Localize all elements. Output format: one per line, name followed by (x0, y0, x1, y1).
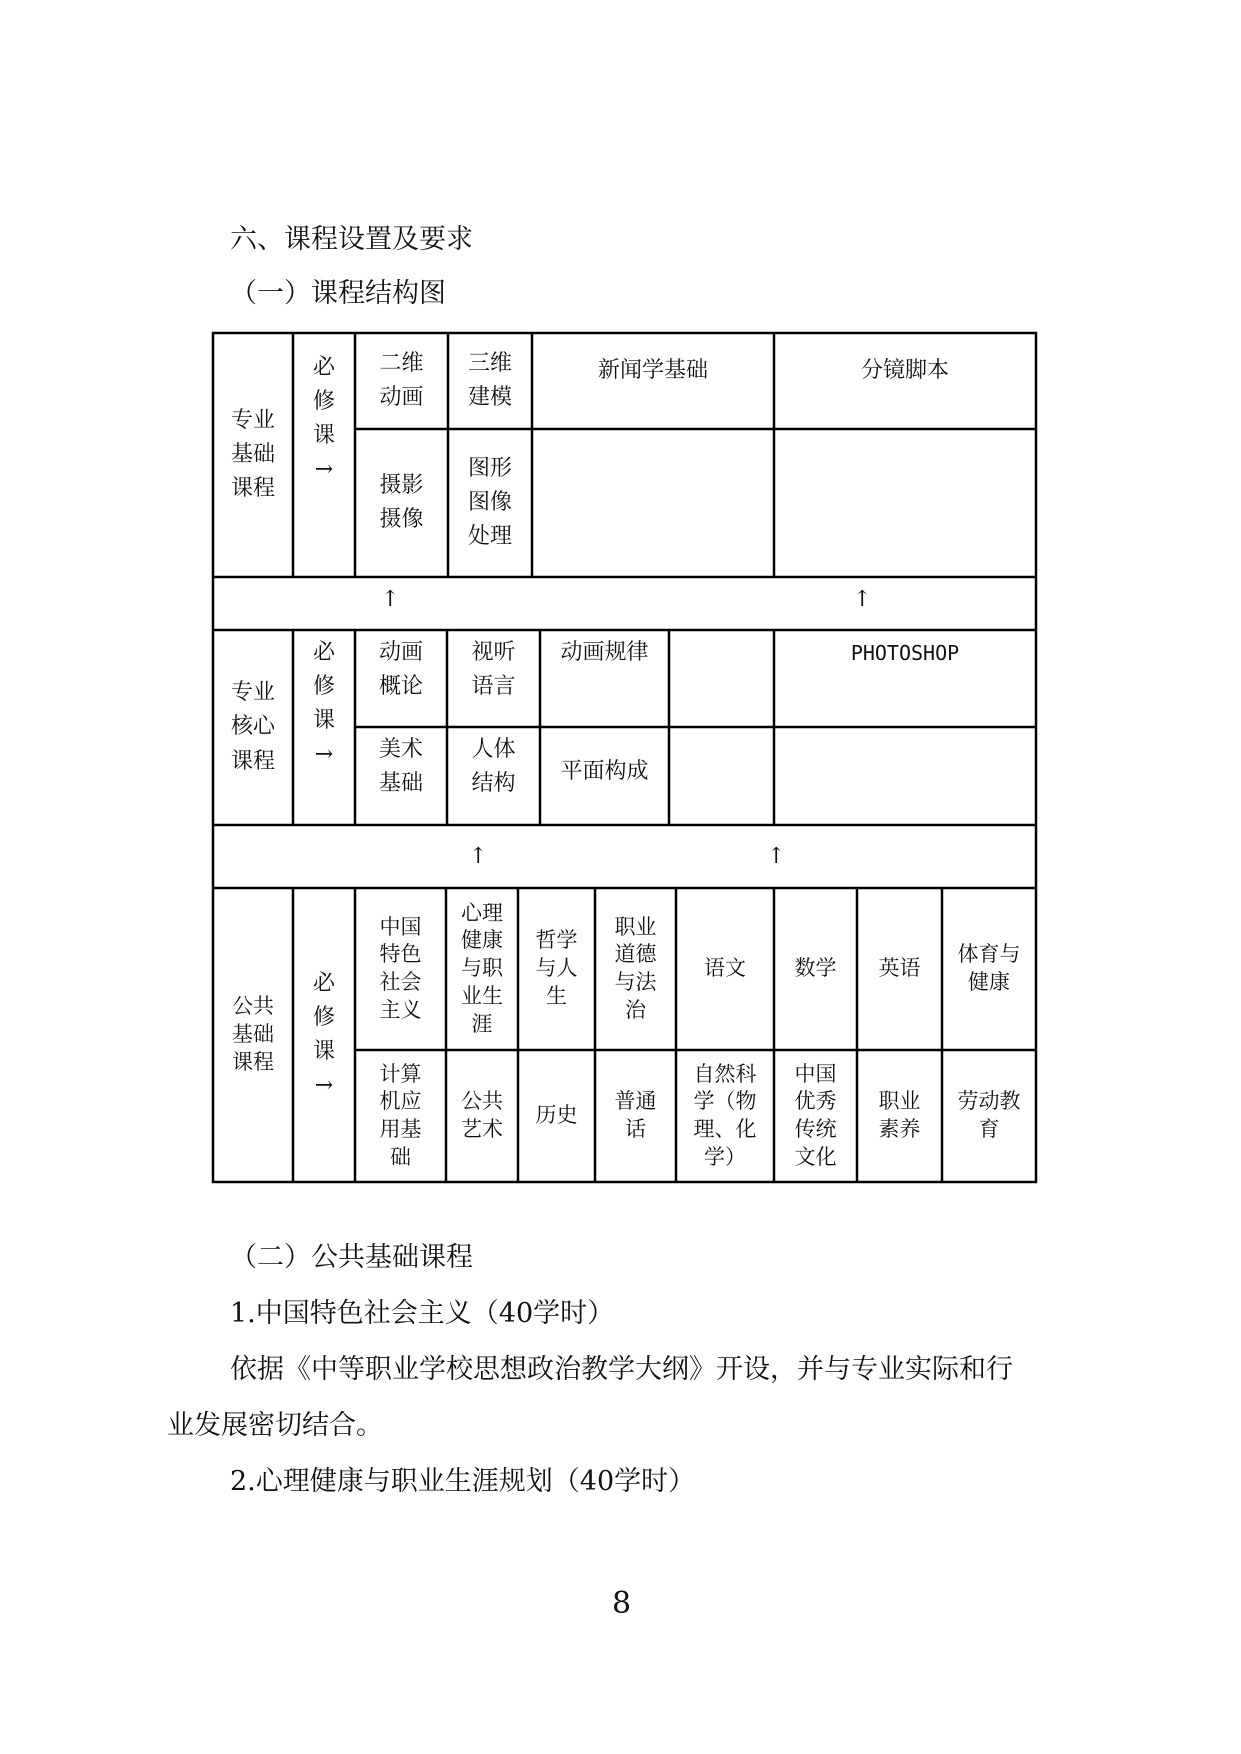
item2-title: 2.心理健康与职业生涯规划（40学时） (230, 1466, 696, 1497)
item1-desc-line2: 业发展密切结合。 (167, 1410, 383, 1441)
category-professional-basic: 专业 基础 课程 (230, 407, 275, 502)
category-public-basic: 公共 基础 课程 (232, 994, 274, 1074)
course-photography: 摄影 摄像 (379, 472, 424, 532)
course-audiovisual: 视听 语言 (471, 640, 516, 700)
course-mental-health: 心理 健康 与职 业生 涯 (461, 900, 503, 1036)
section-subheading: （一）课程结构图 (230, 278, 446, 309)
course-math: 数学 (794, 956, 837, 981)
course-english: 英语 (878, 956, 921, 981)
course-3d-modeling: 三维 建模 (467, 350, 512, 410)
arrow-up-icon: ↑ (469, 844, 488, 869)
course-traditional-culture: 中国 优秀 传统 文化 (794, 1061, 837, 1169)
requirement-professional-basic: 必 修 课 → (312, 355, 335, 483)
course-photoshop: PHOTOSHOP (850, 641, 960, 665)
course-philosophy: 哲学 与人 生 (535, 928, 578, 1008)
arrow-up-icon: ↑ (767, 844, 786, 869)
category-professional-core: 专业 核心 课程 (230, 680, 275, 774)
public-section-heading: （二）公共基础课程 (230, 1242, 473, 1273)
item1-desc-line1: 依据《中等职业学校思想政治教学大纲》开设，并与专业实际和行 (230, 1354, 1013, 1385)
course-anatomy: 人体 结构 (471, 737, 516, 797)
course-pe-health: 体育与 健康 (957, 942, 1021, 994)
course-science: 自然科 学（物 理、化 学） (693, 1061, 757, 1169)
course-animation-laws: 动画规律 (560, 640, 649, 665)
course-storyboard: 分镜脚本 (860, 357, 949, 383)
arrow-up-icon: ↑ (853, 587, 872, 612)
course-journalism: 新闻学基础 (597, 357, 708, 383)
arrow-up-icon: ↑ (381, 587, 400, 612)
course-history: 历史 (535, 1103, 578, 1128)
course-plane-composition: 平面构成 (560, 758, 649, 784)
course-labor: 劳动教 育 (957, 1089, 1021, 1141)
requirement-professional-core: 必 修 课 → (312, 640, 335, 768)
course-animation-intro: 动画 概论 (378, 640, 423, 700)
course-socialism: 中国 特色 社会 主义 (379, 914, 422, 1022)
section-heading: 六、课程设置及要求 (230, 224, 473, 255)
course-image-processing: 图形 图像 处理 (467, 455, 512, 550)
course-computer: 计算 机应 用基 础 (379, 1061, 422, 1169)
course-2d-animation: 二维 动画 (379, 350, 424, 410)
course-ethics-law: 职业 道德 与法 治 (614, 914, 657, 1022)
course-chinese: 语文 (704, 956, 746, 981)
course-mandarin: 普通 话 (614, 1089, 657, 1141)
item1-title: 1.中国特色社会主义（40学时） (230, 1298, 615, 1329)
course-career-literacy: 职业 素养 (878, 1089, 921, 1141)
page-number: 8 (612, 1586, 632, 1621)
course-art-basics: 美术 基础 (378, 737, 423, 797)
requirement-public-basic: 必 修 课 → (312, 970, 335, 1099)
course-art: 公共 艺术 (461, 1089, 503, 1141)
